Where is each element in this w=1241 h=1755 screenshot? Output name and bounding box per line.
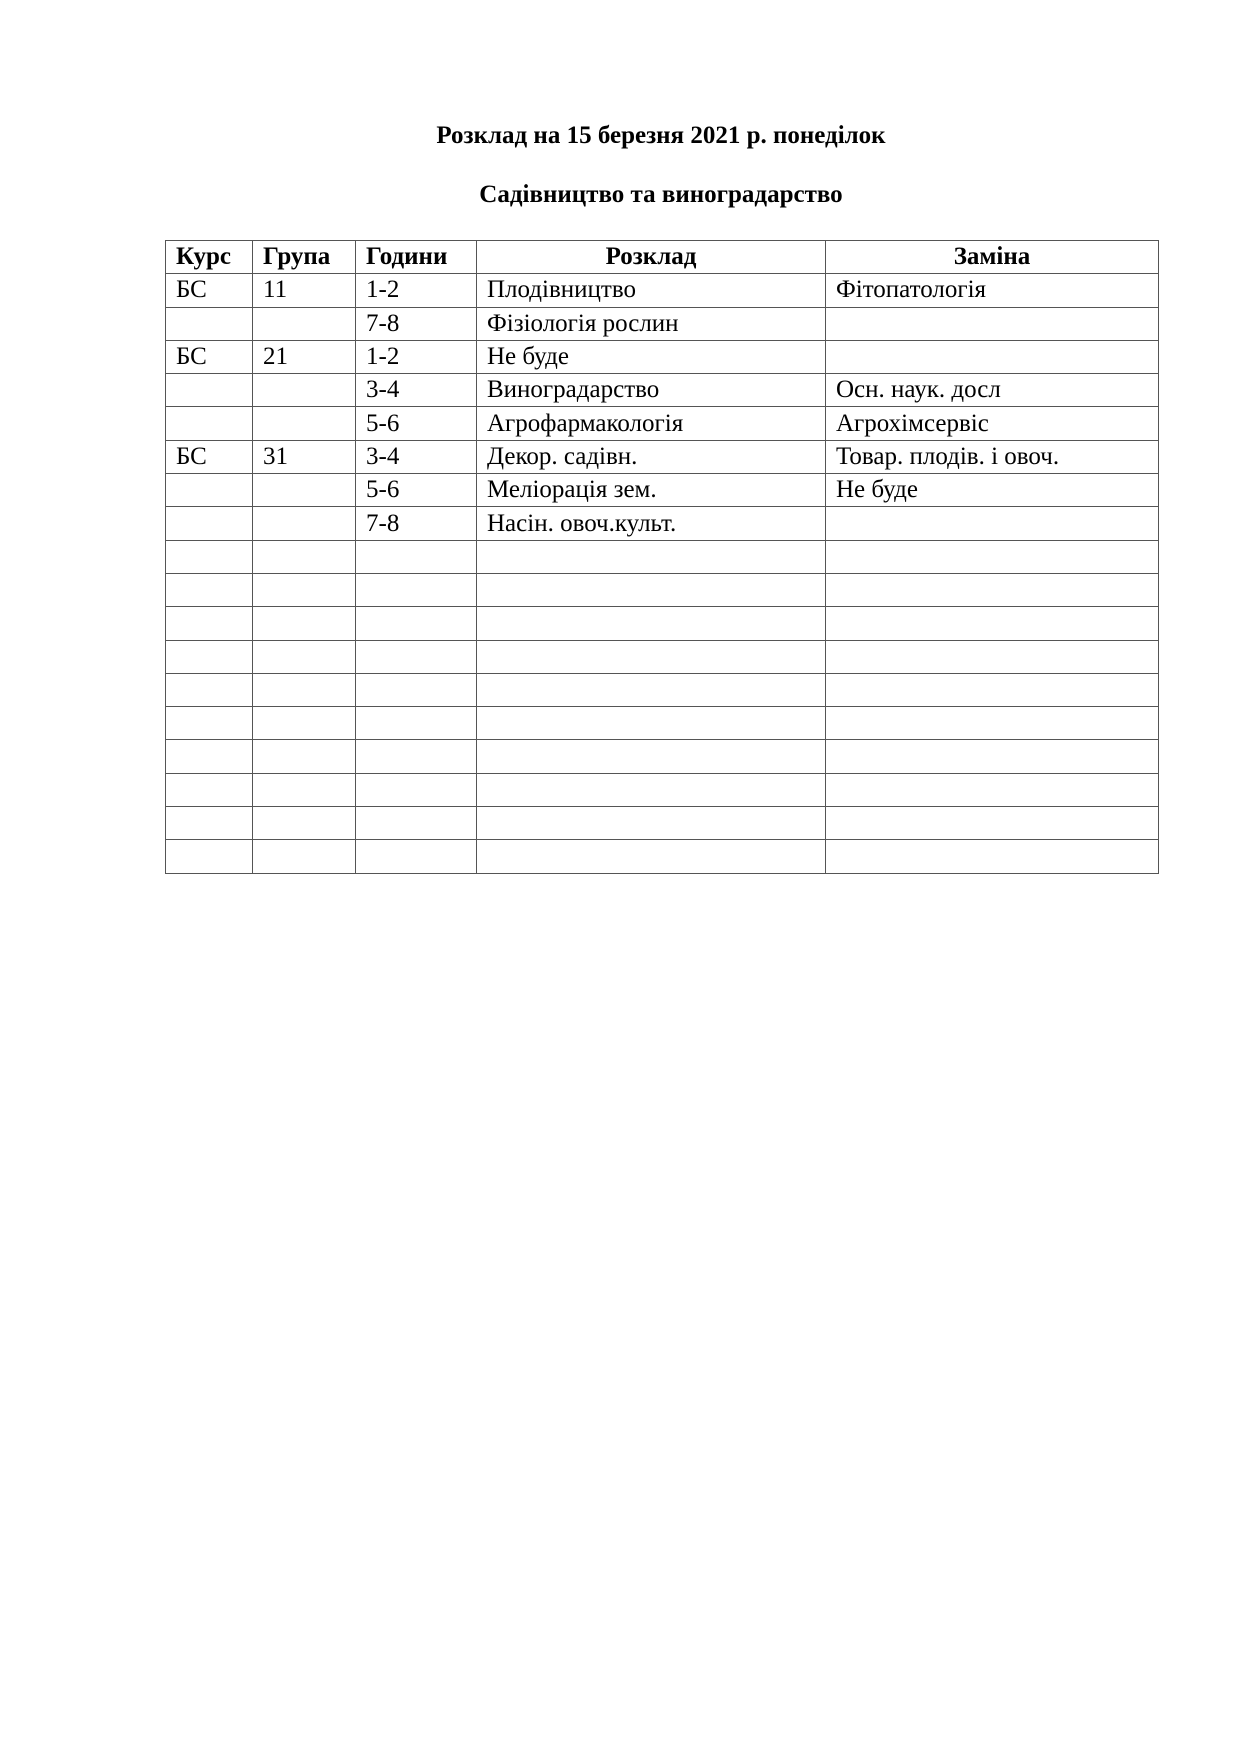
cell-zamina: [826, 340, 1159, 373]
cell-zamina: Осн. наук. досл: [826, 374, 1159, 407]
cell-zamina: [826, 707, 1159, 740]
header-grupa: Група: [253, 241, 356, 274]
table-row: [166, 640, 1159, 673]
cell-grupa: [253, 507, 356, 540]
cell-zamina: Агрохімсервіс: [826, 407, 1159, 440]
cell-zamina: [826, 773, 1159, 806]
cell-kurs: [166, 540, 253, 573]
cell-kurs: [166, 474, 253, 507]
table-row: [166, 507, 1159, 540]
cell-hodyny: 3-4: [356, 440, 477, 473]
cell-grupa: [253, 740, 356, 773]
cell-kurs: [166, 607, 253, 640]
cell-zamina: [826, 673, 1159, 706]
cell-kurs: [166, 740, 253, 773]
cell-zamina: [826, 640, 1159, 673]
cell-rozklad: Плодівництво: [477, 274, 826, 307]
header-hodyny: Години: [356, 241, 477, 274]
cell-zamina: Товар. плодів. і овоч.: [826, 440, 1159, 473]
cell-zamina: [826, 607, 1159, 640]
cell-grupa: [253, 573, 356, 606]
cell-zamina: [826, 740, 1159, 773]
cell-rozklad: Декор. садівн.: [477, 440, 826, 473]
cell-kurs: [166, 573, 253, 606]
cell-hodyny: 7-8: [356, 307, 477, 340]
cell-hodyny: [356, 640, 477, 673]
table-row: [166, 807, 1159, 840]
cell-grupa: [253, 707, 356, 740]
cell-rozklad: Насін. овоч.культ.: [477, 507, 826, 540]
cell-kurs: [166, 307, 253, 340]
table-row: [166, 274, 1159, 307]
cell-zamina: Фітопатологія: [826, 274, 1159, 307]
cell-hodyny: [356, 807, 477, 840]
table-row: [166, 607, 1159, 640]
cell-grupa: [253, 840, 356, 873]
header-kurs: Курс: [166, 241, 253, 274]
table-row: [166, 307, 1159, 340]
cell-hodyny: 7-8: [356, 507, 477, 540]
header-zamina: Заміна: [826, 241, 1159, 274]
cell-grupa: [253, 540, 356, 573]
cell-hodyny: 5-6: [356, 407, 477, 440]
cell-kurs: [166, 407, 253, 440]
cell-kurs: [166, 374, 253, 407]
cell-rozklad: [477, 540, 826, 573]
cell-zamina: [826, 840, 1159, 873]
cell-zamina: [826, 540, 1159, 573]
cell-hodyny: 1-2: [356, 274, 477, 307]
cell-rozklad: [477, 607, 826, 640]
table-row: [166, 440, 1159, 473]
cell-rozklad: Агрофармакологія: [477, 407, 826, 440]
cell-rozklad: [477, 640, 826, 673]
cell-zamina: [826, 573, 1159, 606]
cell-rozklad: Виноградарство: [477, 374, 826, 407]
cell-hodyny: 3-4: [356, 374, 477, 407]
cell-hodyny: 1-2: [356, 340, 477, 373]
cell-hodyny: [356, 607, 477, 640]
cell-grupa: 11: [253, 274, 356, 307]
schedule-table: [165, 240, 1159, 874]
cell-kurs: [166, 807, 253, 840]
cell-hodyny: 5-6: [356, 474, 477, 507]
header-row: [166, 241, 1159, 274]
schedule-table-body: [166, 274, 1159, 873]
cell-hodyny: [356, 773, 477, 806]
cell-kurs: БС: [166, 340, 253, 373]
table-row: [166, 707, 1159, 740]
cell-grupa: 31: [253, 440, 356, 473]
cell-rozklad: [477, 740, 826, 773]
cell-zamina: [826, 307, 1159, 340]
cell-zamina: [826, 507, 1159, 540]
cell-kurs: [166, 707, 253, 740]
cell-grupa: [253, 374, 356, 407]
header-rozklad: Розклад: [477, 241, 826, 274]
cell-zamina: [826, 807, 1159, 840]
table-row: [166, 573, 1159, 606]
cell-kurs: БС: [166, 440, 253, 473]
cell-hodyny: [356, 840, 477, 873]
cell-grupa: [253, 773, 356, 806]
cell-hodyny: [356, 740, 477, 773]
table-row: [166, 840, 1159, 873]
cell-rozklad: [477, 673, 826, 706]
cell-zamina: Не буде: [826, 474, 1159, 507]
cell-rozklad: [477, 840, 826, 873]
cell-grupa: [253, 673, 356, 706]
cell-kurs: [166, 840, 253, 873]
table-row: [166, 407, 1159, 440]
table-row: [166, 540, 1159, 573]
table-row: [166, 340, 1159, 373]
cell-grupa: [253, 307, 356, 340]
cell-kurs: [166, 507, 253, 540]
table-row: [166, 773, 1159, 806]
cell-rozklad: [477, 707, 826, 740]
schedule-table-head: [166, 241, 1159, 274]
cell-grupa: [253, 640, 356, 673]
table-row: [166, 474, 1159, 507]
cell-grupa: 21: [253, 340, 356, 373]
cell-kurs: [166, 773, 253, 806]
cell-grupa: [253, 807, 356, 840]
cell-rozklad: Не буде: [477, 340, 826, 373]
table-row: [166, 374, 1159, 407]
cell-kurs: [166, 673, 253, 706]
page-title: Розклад на 15 березня 2021 р. понеділок: [436, 122, 886, 149]
cell-kurs: [166, 640, 253, 673]
cell-rozklad: [477, 807, 826, 840]
cell-rozklad: Фізіологія рослин: [477, 307, 826, 340]
page-subtitle: Садівництво та виноградарство: [479, 181, 843, 208]
cell-rozklad: [477, 573, 826, 606]
cell-hodyny: [356, 707, 477, 740]
cell-hodyny: [356, 540, 477, 573]
cell-grupa: [253, 607, 356, 640]
cell-hodyny: [356, 673, 477, 706]
cell-rozklad: [477, 773, 826, 806]
cell-hodyny: [356, 573, 477, 606]
cell-grupa: [253, 407, 356, 440]
table-row: [166, 740, 1159, 773]
cell-kurs: БС: [166, 274, 253, 307]
cell-rozklad: Меліорація зем.: [477, 474, 826, 507]
cell-grupa: [253, 474, 356, 507]
table-row: [166, 673, 1159, 706]
